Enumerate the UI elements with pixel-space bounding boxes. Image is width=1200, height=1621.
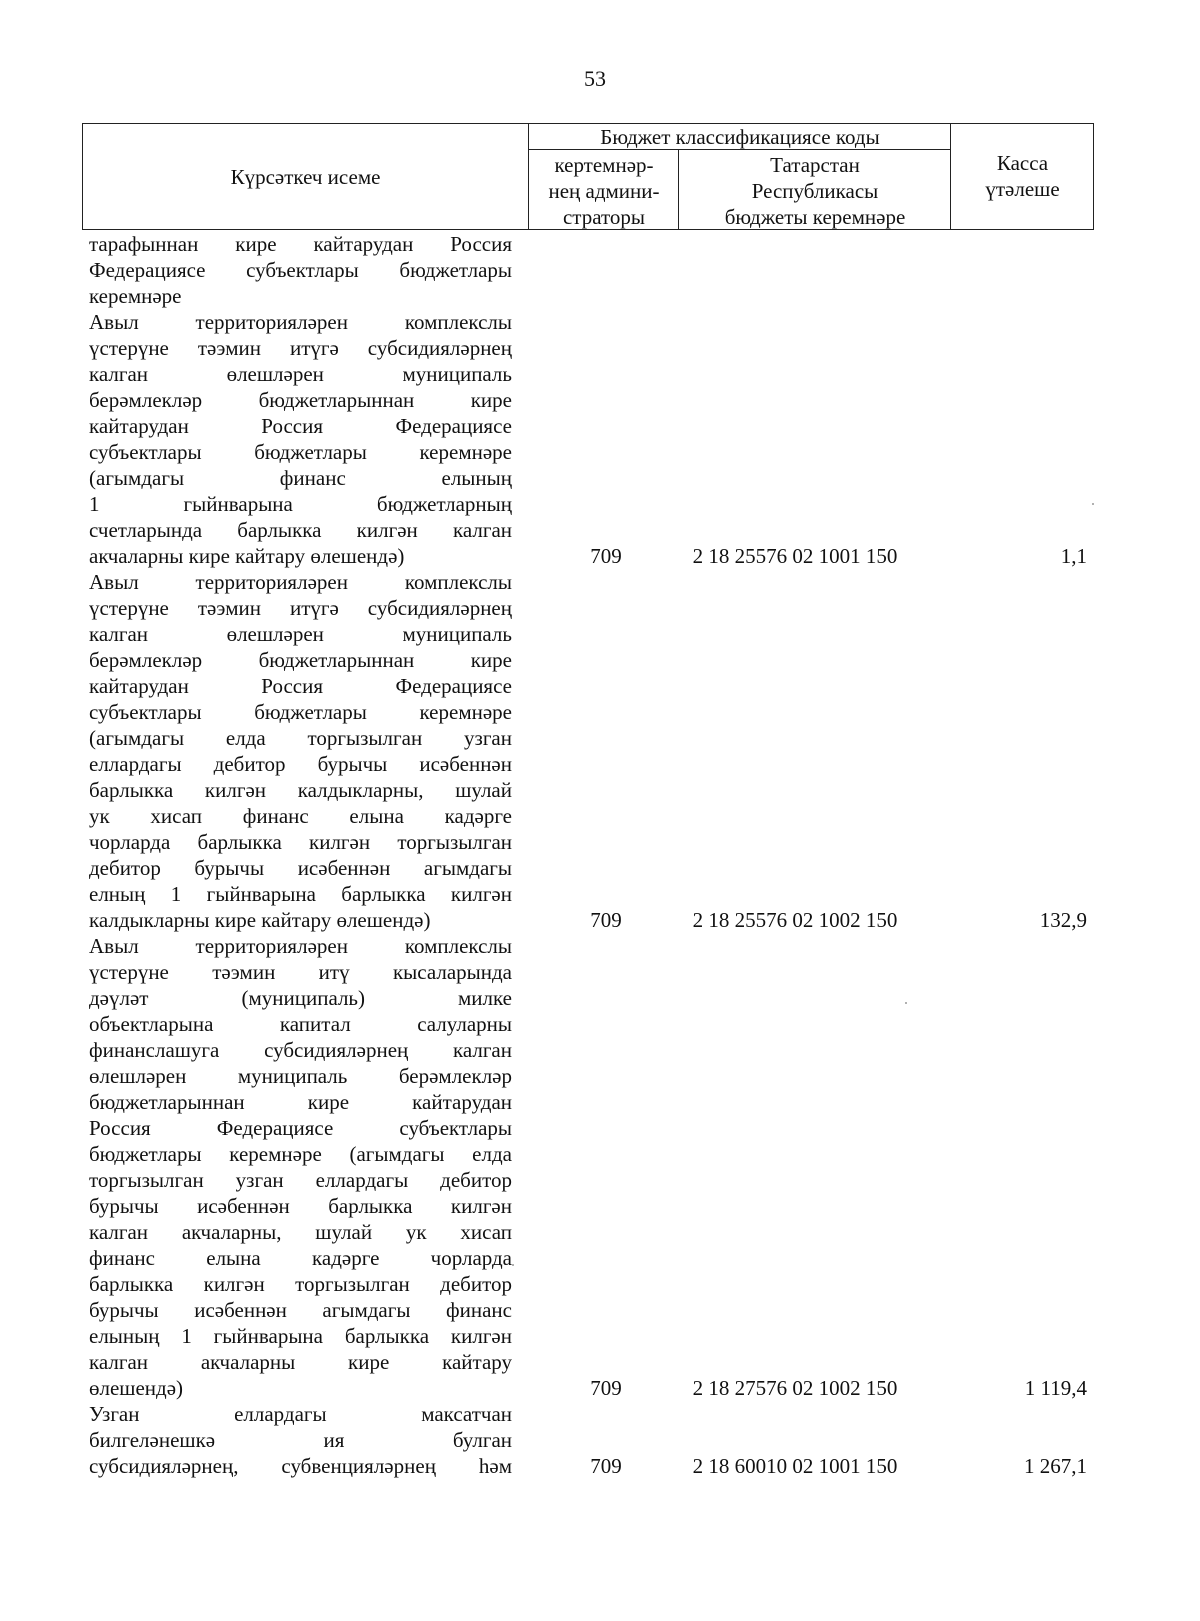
table-header	[82, 123, 1094, 230]
indicator-text-line: субсидияләрнең, субвенцияләрнең һәм	[89, 1454, 512, 1478]
indicator-text-line: өлешендә)	[89, 1376, 184, 1400]
indicator-name-label: Күрсәткеч исеме	[230, 164, 381, 189]
indicator-text-line: финанслашуга субсидияләрнең калган	[89, 1038, 512, 1062]
table-row	[89, 231, 512, 309]
cash-amount: 132,9	[1039, 908, 1087, 932]
indicator-text-line: барлыкка килгән калдыкларны, шулай	[89, 778, 512, 802]
revenues-header-line: Республикасы	[751, 179, 879, 203]
indicator-text-line: елның 1 гыйнварына барлыкка килгән	[89, 882, 512, 906]
indicator-text-line: счетларында барлыкка килгән калган	[89, 518, 512, 542]
indicator-text-line: акчаларны кире кайтару өлешендә)	[89, 544, 405, 568]
administrator-code: 709	[590, 1376, 622, 1400]
administrator-code: 709	[590, 544, 622, 568]
scan-speck	[512, 1264, 514, 1266]
indicator-text-line: еллардагы дебитор бурычы исәбеннән	[89, 752, 512, 776]
revenue-code: 2 18 60010 02 1001 150	[692, 1454, 898, 1478]
cash-amount: 1,1	[1060, 544, 1087, 568]
indicator-text-line: торгызылган узган еллардагы дебитор	[89, 1168, 512, 1192]
administrator-code: 709	[590, 1454, 622, 1478]
page-number: 53	[584, 66, 606, 91]
indicator-text-line: субъектлары бюджетлары керемнәре	[89, 700, 512, 724]
indicator-text-line: бурычы исәбеннән агымдагы финанс	[89, 1298, 512, 1322]
scan-speck	[905, 1002, 907, 1004]
revenues-header	[680, 150, 950, 229]
table-row	[89, 309, 512, 569]
indicator-text-line: өлешләрен муниципаль берәмлекләр	[89, 1064, 512, 1088]
indicator-text-line: Авыл территорияләрен комплекслы	[89, 934, 512, 958]
indicator-text-line: калдыкларны кире кайтару өлешендә)	[89, 908, 431, 932]
administrators-header-line: кертемнәр-	[554, 153, 654, 177]
administrator-code: 709	[590, 908, 622, 932]
indicator-text-line: Авыл территорияләрен комплекслы	[89, 570, 512, 594]
indicator-text-line: (агымдагы финанс елының	[89, 466, 512, 490]
indicator-text-line: тарафыннан кире кайтарудан Россия	[89, 232, 512, 256]
indicator-text-line: үстерүне тәэмин итү кысаларында	[89, 960, 512, 984]
cash-execution-header-line: Касса	[996, 151, 1049, 175]
indicator-text-line: (агымдагы елда торгызылган узган	[89, 726, 512, 750]
indicator-text-line: Россия Федерациясе субъектлары	[89, 1116, 512, 1140]
indicator-text-line: кайтарудан Россия Федерациясе	[89, 674, 512, 698]
indicator-name-header	[83, 124, 528, 229]
indicator-text-line: бюджетлары керемнәре (агымдагы елда	[89, 1142, 512, 1166]
cash-amount: 1 267,1	[1024, 1454, 1087, 1478]
indicator-text-line: барлыкка килгән торгызылган дебитор	[89, 1272, 512, 1296]
indicator-text-line: ук хисап финанс елына кадәрге	[89, 804, 512, 828]
administrators-header-line: страторы	[562, 205, 646, 229]
indicator-text-line: бюджетларыннан кире кайтарудан	[89, 1090, 512, 1114]
indicator-text-line: калган акчаларны кире кайтару	[89, 1350, 512, 1374]
administrators-header-line: нең админи-	[548, 179, 660, 203]
indicator-text-line: субъектлары бюджетлары керемнәре	[89, 440, 512, 464]
cash-execution-header-line: үтәлеше	[985, 177, 1060, 201]
table-row	[89, 1401, 512, 1479]
indicator-text-line: чорларда барлыкка килгән торгызылган	[89, 830, 512, 854]
indicator-text-line: елының 1 гыйнварына барлыкка килгән	[89, 1324, 512, 1348]
indicator-text-line: финанс елына кадәрге чорларда	[89, 1246, 512, 1270]
indicator-text-line: 1 гыйнварына бюджетларның	[89, 492, 512, 516]
indicator-text-line: берәмлекләр бюджетларыннан кире	[89, 648, 512, 672]
budget-codes-header: Бюджет классификациясе коды	[600, 125, 880, 149]
revenue-code: 2 18 25576 02 1001 150	[692, 544, 898, 568]
table-row	[89, 933, 512, 1401]
column-divider	[528, 124, 529, 229]
administrators-header	[530, 150, 678, 229]
indicator-text-line: үстерүне тәэмин итүгә субсидияләрнең	[89, 336, 512, 360]
revenues-header-line: бюджеты керемнәре	[724, 205, 906, 229]
cash-execution-header	[952, 124, 1093, 229]
indicator-text-line: үстерүне тәэмин итүгә субсидияләрнең	[89, 596, 512, 620]
indicator-text-line: кайтарудан Россия Федерациясе	[89, 414, 512, 438]
indicator-text-line: Авыл территорияләрен комплекслы	[89, 310, 512, 334]
indicator-text-line: дәүләт (муниципаль) милке	[89, 986, 512, 1010]
indicator-text-line: дебитор бурычы исәбеннән агымдагы	[89, 856, 512, 880]
column-divider	[678, 150, 679, 229]
indicator-text-line: Узган еллардагы максатчан	[89, 1402, 512, 1426]
indicator-text-line: берәмлекләр бюджетларыннан кире	[89, 388, 512, 412]
indicator-text-line: керемнәре	[89, 284, 182, 308]
indicator-text-line: билгеләнешкә ия булган	[89, 1428, 512, 1452]
indicator-text-line: калган өлешләрен муниципаль	[89, 622, 512, 646]
table-row	[89, 569, 512, 933]
indicator-text-line: калган өлешләрен муниципаль	[89, 362, 512, 386]
revenue-code: 2 18 27576 02 1002 150	[692, 1376, 898, 1400]
cash-amount: 1 119,4	[1024, 1376, 1087, 1400]
column-divider	[950, 124, 951, 229]
indicator-text-line: Федерациясе субъектлары бюджетлары	[89, 258, 512, 282]
indicator-text-line: калган акчаларны, шулай ук хисап	[89, 1220, 512, 1244]
scan-speck	[1092, 503, 1094, 505]
indicator-text-line: объектларына капитал салуларны	[89, 1012, 512, 1036]
revenues-header-line: Татарстан	[770, 153, 860, 177]
revenue-code: 2 18 25576 02 1002 150	[692, 908, 898, 932]
indicator-text-line: бурычы исәбеннән барлыкка килгән	[89, 1194, 512, 1218]
